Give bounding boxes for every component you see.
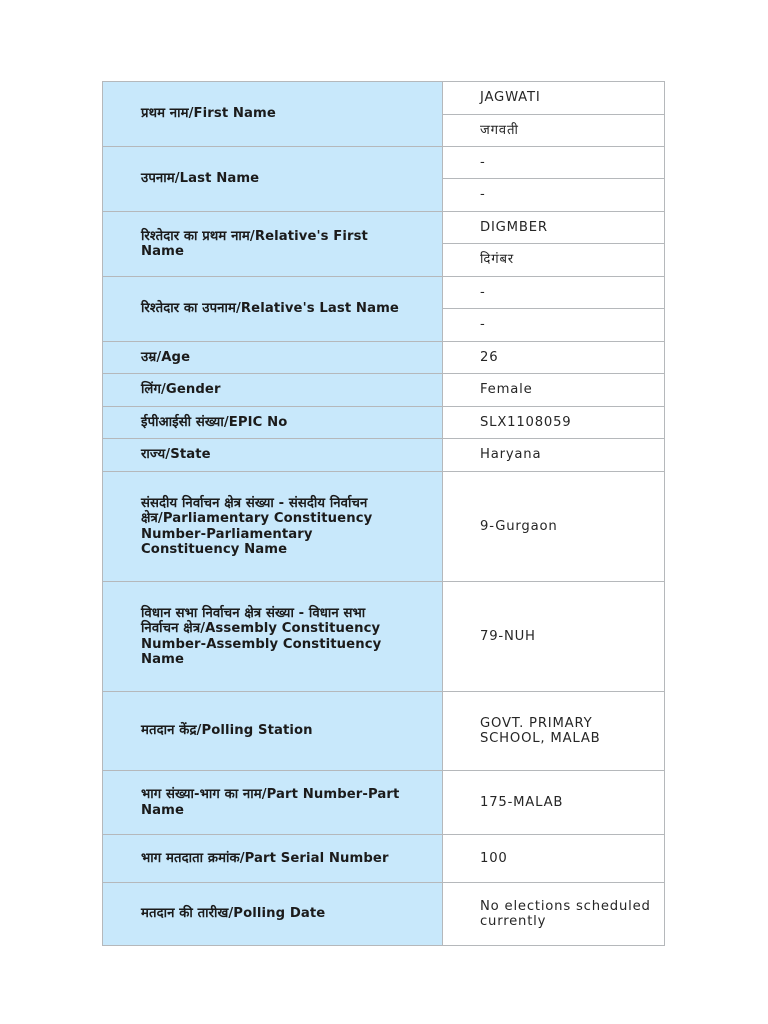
state-value: Haryana — [480, 447, 542, 463]
age-value: 26 — [480, 349, 499, 365]
first-name-label: प्रथम नाम/First Name — [141, 106, 276, 122]
first-name-value-en: JAGWATI — [480, 90, 541, 106]
label-cell — [103, 582, 443, 692]
relative-first-name-value-en: DIGMBER — [480, 219, 548, 235]
row-age — [103, 342, 665, 374]
label-cell — [103, 277, 443, 342]
value-cell — [443, 374, 665, 407]
polling-station-value: GOVT. PRIMARY SCHOOL, MALAB — [480, 715, 601, 746]
label-cell — [103, 883, 443, 946]
label-cell — [103, 147, 443, 212]
label-cell — [103, 407, 443, 439]
row-last-name — [103, 147, 665, 179]
assembly-constituency-label: विधान सभा निर्वाचन क्षेत्र संख्या - विधान सभा निर्वाचन क्षेत्र/Assembly Constituency Number-Assembly Constituency Name — [141, 605, 382, 667]
polling-date-value: No elections scheduled currently — [480, 898, 651, 929]
value-cell — [443, 582, 665, 692]
value-cell — [443, 179, 665, 212]
value-cell — [443, 883, 665, 946]
value-cell — [443, 147, 665, 179]
row-first-name — [103, 82, 665, 115]
value-cell — [443, 309, 665, 342]
label-cell — [103, 692, 443, 771]
polling-date-label: मतदान की तारीख/Polling Date — [141, 906, 326, 922]
row-polling-station — [103, 692, 665, 771]
part-serial-number-value: 100 — [480, 850, 508, 866]
part-number-label: भाग संख्या-भाग का नाम/Part Number-Part Name — [141, 787, 400, 818]
parliamentary-constituency-value: 9-Gurgaon — [480, 518, 558, 534]
row-part-number — [103, 771, 665, 835]
last-name-value-en: - — [480, 154, 486, 170]
label-cell — [103, 212, 443, 277]
row-epic-no — [103, 407, 665, 439]
relative-last-name-value-en: - — [480, 284, 486, 300]
relative-first-name-label: रिश्तेदार का प्रथम नाम/Relative's First Name — [141, 228, 368, 259]
relative-last-name-label: रिश्तेदार का उपनाम/Relative's Last Name — [141, 301, 399, 317]
first-name-value-hi: जगवती — [480, 122, 519, 138]
value-cell — [443, 692, 665, 771]
label-cell — [103, 439, 443, 472]
last-name-value-hi: - — [480, 187, 486, 203]
polling-station-label: मतदान केंद्र/Polling Station — [141, 723, 313, 739]
gender-label: लिंग/Gender — [141, 382, 221, 398]
value-cell — [443, 244, 665, 277]
row-polling-date — [103, 883, 665, 946]
voter-details-table — [102, 81, 665, 946]
label-cell — [103, 771, 443, 835]
relative-first-name-value-hi: दिगंबर — [480, 252, 514, 268]
value-cell — [443, 771, 665, 835]
label-cell — [103, 472, 443, 582]
value-cell — [443, 82, 665, 115]
value-cell — [443, 407, 665, 439]
value-cell — [443, 277, 665, 309]
value-cell — [443, 472, 665, 582]
value-cell — [443, 212, 665, 244]
label-cell — [103, 342, 443, 374]
value-cell — [443, 342, 665, 374]
epic-no-value: SLX1108059 — [480, 414, 572, 430]
last-name-label: उपनाम/Last Name — [141, 171, 260, 187]
gender-value: Female — [480, 382, 533, 398]
label-cell — [103, 82, 443, 147]
part-serial-number-label: भाग मतदाता क्रमांक/Part Serial Number — [141, 850, 389, 866]
value-cell — [443, 439, 665, 472]
age-label: उम्र/Age — [141, 349, 191, 365]
state-label: राज्य/State — [141, 447, 211, 463]
row-relative-first-name — [103, 212, 665, 244]
row-state — [103, 439, 665, 472]
row-gender — [103, 374, 665, 407]
row-assembly-constituency — [103, 582, 665, 692]
parliamentary-constituency-label: संसदीय निर्वाचन क्षेत्र संख्या - संसदीय निर्वाचन क्षेत्र/Parliamentary Constituency Number-Parliamentary Constituency Name — [141, 495, 373, 557]
relative-last-name-value-hi: - — [480, 317, 486, 333]
label-cell — [103, 374, 443, 407]
row-parliamentary-constituency — [103, 472, 665, 582]
value-cell — [443, 835, 665, 883]
row-relative-last-name — [103, 277, 665, 309]
assembly-constituency-value: 79-NUH — [480, 628, 536, 644]
row-part-serial-number — [103, 835, 665, 883]
value-cell — [443, 115, 665, 147]
part-number-value: 175-MALAB — [480, 794, 564, 810]
epic-no-label: ईपीआईसी संख्या/EPIC No — [141, 414, 288, 430]
label-cell — [103, 835, 443, 883]
